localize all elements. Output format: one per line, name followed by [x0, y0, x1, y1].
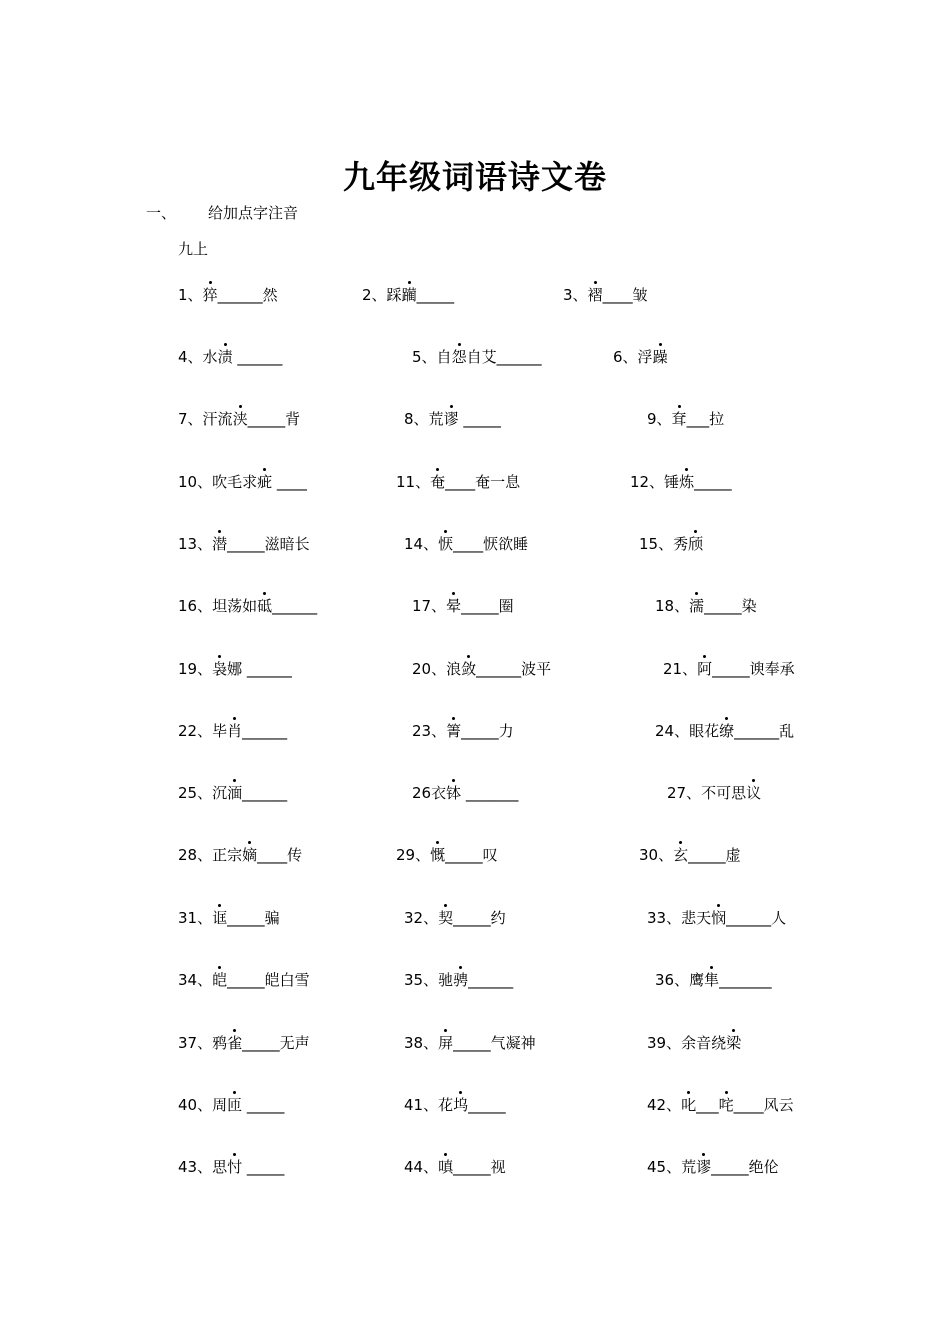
word-text: 余音绕	[681, 1034, 727, 1052]
item-number: 39、	[647, 1034, 682, 1052]
dotted-character: 梁	[726, 1034, 742, 1052]
question-item	[178, 907, 280, 929]
dotted-character: 玄	[673, 846, 689, 864]
item-number: 30、	[639, 846, 674, 864]
answer-blank: ___	[696, 1096, 719, 1114]
question-item	[412, 346, 542, 368]
dotted-character: 濡	[689, 597, 705, 615]
question-item	[404, 408, 501, 430]
answer-blank: ______	[726, 909, 772, 927]
page-title: 九年级词语诗文卷	[342, 158, 607, 196]
question-item	[647, 907, 786, 929]
word-text: 花	[438, 1096, 454, 1114]
item-number: 20、	[412, 660, 447, 678]
answer-blank: _____	[242, 1034, 280, 1052]
answer-blank: _____	[704, 597, 742, 615]
dotted-character: 钵	[446, 784, 462, 802]
answer-blank: ______	[246, 660, 292, 678]
question-item	[412, 658, 551, 680]
dotted-character: 嫡	[242, 846, 258, 864]
dotted-character: 褶	[587, 286, 603, 304]
question-item	[404, 533, 528, 555]
item-number: 19、	[178, 660, 213, 678]
word-text: 奄一息	[475, 473, 521, 491]
word-text: 绝伦	[748, 1158, 779, 1176]
item-number: 32、	[404, 909, 439, 927]
question-item	[178, 284, 278, 306]
word-text: 无声	[279, 1034, 310, 1052]
word-text: 虚	[725, 846, 741, 864]
dotted-character: 耷	[671, 410, 687, 428]
item-number: 6、	[613, 348, 638, 366]
word-text: 皑白雪	[264, 971, 310, 989]
word-text: 娜	[227, 660, 247, 678]
item-number: 16、	[178, 597, 213, 615]
question-item	[655, 720, 794, 742]
item-number: 37、	[178, 1034, 213, 1052]
question-item	[404, 907, 506, 929]
dotted-character: 猝	[202, 286, 218, 304]
dotted-character: 颀	[688, 535, 704, 553]
question-item	[404, 1032, 536, 1054]
answer-blank: ______	[468, 971, 514, 989]
word-text: 坦荡如	[212, 597, 258, 615]
question-item	[404, 1094, 506, 1116]
item-number: 7、	[178, 410, 203, 428]
word-text: 叹	[482, 846, 498, 864]
question-item	[412, 720, 514, 742]
subsection-label: 九上	[178, 240, 209, 258]
item-number: 10、	[178, 473, 213, 491]
item-number: 24、	[655, 722, 690, 740]
answer-blank: _______	[465, 784, 519, 802]
item-number: 18、	[655, 597, 690, 615]
word-text: 思	[212, 1158, 228, 1176]
word-text: 视	[490, 1158, 506, 1176]
answer-blank: ____	[733, 1096, 764, 1114]
item-number: 4、	[178, 348, 203, 366]
answer-blank: _____	[688, 846, 726, 864]
word-text: 眼花	[689, 722, 720, 740]
word-text: 驰	[438, 971, 454, 989]
item-number: 13、	[178, 535, 213, 553]
dotted-character: 阿	[697, 660, 713, 678]
word-text: 踩	[386, 286, 402, 304]
item-number: 12、	[630, 473, 665, 491]
dotted-character: 骋	[453, 971, 469, 989]
dotted-character: 谬	[443, 410, 459, 428]
question-item	[178, 346, 282, 368]
answer-blank: ___	[686, 410, 710, 428]
dotted-character: 怨	[451, 348, 467, 366]
item-number: 28、	[178, 846, 213, 864]
answer-blank: ____	[602, 286, 633, 304]
word-text: 圈	[498, 597, 514, 615]
dotted-character: 匝	[227, 1096, 243, 1114]
question-item	[655, 969, 772, 991]
section-label: 给加点字注音	[208, 204, 299, 222]
item-number: 34、	[178, 971, 213, 989]
question-item	[667, 782, 761, 804]
dotted-character: 隼	[704, 971, 720, 989]
answer-blank: ______	[272, 597, 318, 615]
item-number: 23、	[412, 722, 447, 740]
section-heading	[146, 202, 298, 224]
word-text: 鹰	[689, 971, 705, 989]
dotted-character: 诓	[212, 909, 228, 927]
section-number: 一、	[146, 204, 177, 222]
word-text: 背	[285, 410, 301, 428]
question-item	[412, 595, 514, 617]
item-number: 22、	[178, 722, 213, 740]
item-number: 14、	[404, 535, 439, 553]
answer-blank: _____	[453, 909, 491, 927]
item-number: 8、	[404, 410, 429, 428]
answer-blank: _____	[461, 722, 499, 740]
item-number: 5、	[412, 348, 437, 366]
word-text: 汗流	[202, 410, 233, 428]
item-number: 45、	[647, 1158, 682, 1176]
question-item	[178, 595, 317, 617]
question-item	[655, 595, 757, 617]
question-item	[178, 533, 310, 555]
question-item	[412, 782, 518, 804]
question-item	[639, 844, 741, 866]
word-text: 沉	[212, 784, 228, 802]
dotted-character: 躏	[401, 286, 417, 304]
word-text: 悲天	[681, 909, 712, 927]
item-number: 27、	[667, 784, 702, 802]
item-number: 43、	[178, 1158, 213, 1176]
word-text: 秀	[673, 535, 689, 553]
question-item	[630, 471, 732, 493]
word-text: 约	[490, 909, 506, 927]
question-item	[178, 1094, 284, 1116]
question-item	[178, 471, 307, 493]
question-item	[404, 969, 513, 991]
question-item	[396, 471, 520, 493]
dotted-character: 咤	[718, 1096, 734, 1114]
item-number: 35、	[404, 971, 439, 989]
dotted-character: 疵	[257, 473, 273, 491]
word-text: 自艾	[466, 348, 497, 366]
dotted-character: 箐	[446, 722, 462, 740]
question-item	[178, 408, 300, 430]
word-text: 浪	[446, 660, 462, 678]
dotted-character: 躁	[652, 348, 668, 366]
question-item	[647, 1094, 794, 1116]
item-number: 3、	[563, 286, 588, 304]
word-text: 浮	[637, 348, 653, 366]
dotted-character: 谬	[696, 1158, 712, 1176]
word-text: 水	[202, 348, 218, 366]
answer-blank: _____	[463, 410, 501, 428]
answer-blank: _____	[227, 535, 265, 553]
dotted-character: 奄	[430, 473, 446, 491]
word-text: 恹欲睡	[483, 535, 529, 553]
word-text: 正宗	[212, 846, 243, 864]
word-text: 毕	[212, 722, 228, 740]
item-number: 44、	[404, 1158, 439, 1176]
question-item	[647, 408, 724, 430]
word-text: 乱	[779, 722, 795, 740]
answer-blank: _____	[227, 971, 265, 989]
dotted-character: 叱	[681, 1096, 697, 1114]
question-item	[663, 658, 795, 680]
item-number: 21、	[663, 660, 698, 678]
item-number: 42、	[647, 1096, 682, 1114]
answer-blank: _____	[227, 909, 265, 927]
question-item	[563, 284, 648, 306]
dotted-character: 议	[746, 784, 762, 802]
dotted-character: 袅	[212, 660, 228, 678]
dotted-character: 敛	[461, 660, 477, 678]
dotted-character: 恹	[438, 535, 454, 553]
dotted-character: 潜	[212, 535, 228, 553]
answer-blank: _____	[247, 410, 286, 428]
answer-blank: ______	[496, 348, 542, 366]
question-item	[362, 284, 454, 306]
answer-blank: _____	[246, 1096, 285, 1114]
word-text: 荒	[681, 1158, 697, 1176]
word-text: 衣	[431, 784, 447, 802]
question-item	[647, 1032, 741, 1054]
dotted-character: 晕	[446, 597, 462, 615]
item-number: 25、	[178, 784, 213, 802]
dotted-character: 炼	[679, 473, 695, 491]
dotted-character: 屏	[438, 1034, 454, 1052]
item-number: 29、	[396, 846, 431, 864]
dotted-character: 坞	[453, 1096, 469, 1114]
question-item	[396, 844, 498, 866]
word-text: 传	[287, 846, 303, 864]
question-item	[178, 658, 292, 680]
dotted-character: 砥	[257, 597, 273, 615]
word-text: 谀奉承	[749, 660, 795, 678]
word-text: 染	[741, 597, 757, 615]
item-number: 40、	[178, 1096, 213, 1114]
answer-blank: ______	[242, 722, 288, 740]
answer-blank: ______	[476, 660, 522, 678]
word-text: 吹毛求	[212, 473, 258, 491]
word-text: 自	[436, 348, 452, 366]
item-number: 2、	[362, 286, 387, 304]
answer-blank: _____	[694, 473, 732, 491]
item-number: 33、	[647, 909, 682, 927]
dotted-character: 肖	[227, 722, 243, 740]
answer-blank: ______	[734, 722, 780, 740]
answer-blank: ______	[217, 286, 263, 304]
word-text: 骗	[264, 909, 280, 927]
dotted-character: 浃	[232, 410, 248, 428]
answer-blank: ______	[237, 348, 283, 366]
word-text: 鸦	[212, 1034, 228, 1052]
dotted-character: 渍	[217, 348, 233, 366]
question-item	[178, 720, 287, 742]
word-text: 滋暗长	[264, 535, 310, 553]
question-item	[178, 969, 310, 991]
answer-blank: ____	[276, 473, 307, 491]
item-number: 1、	[178, 286, 203, 304]
item-number: 15、	[639, 535, 674, 553]
dotted-character: 湎	[227, 784, 243, 802]
word-text: 皱	[632, 286, 648, 304]
answer-blank: ______	[242, 784, 288, 802]
word-text: 拉	[709, 410, 725, 428]
item-number: 38、	[404, 1034, 439, 1052]
word-text: 然	[262, 286, 278, 304]
dotted-character: 嗔	[438, 1158, 454, 1176]
answer-blank: ____	[453, 535, 484, 553]
dotted-character: 雀	[227, 1034, 243, 1052]
answer-blank: _____	[461, 597, 499, 615]
item-number: 41、	[404, 1096, 439, 1114]
dotted-character: 悯	[711, 909, 727, 927]
item-number: 11、	[396, 473, 431, 491]
answer-blank: _______	[719, 971, 772, 989]
question-item	[178, 1032, 310, 1054]
answer-blank: _____	[468, 1096, 506, 1114]
answer-blank: ____	[257, 846, 288, 864]
word-text: 锤	[664, 473, 680, 491]
word-text: 人	[771, 909, 787, 927]
answer-blank: ____	[445, 473, 476, 491]
answer-blank: _____	[711, 1158, 749, 1176]
dotted-character: 慨	[430, 846, 446, 864]
question-item	[178, 844, 302, 866]
question-item	[178, 1156, 284, 1178]
question-item	[404, 1156, 506, 1178]
question-item	[178, 782, 287, 804]
word-text: 周	[212, 1096, 228, 1114]
question-item	[613, 346, 668, 368]
answer-blank: _____	[246, 1158, 285, 1176]
answer-blank: _____	[416, 286, 455, 304]
item-number: 17、	[412, 597, 447, 615]
word-text: 荒	[428, 410, 444, 428]
dotted-character: 缭	[719, 722, 735, 740]
word-text: 气凝神	[490, 1034, 536, 1052]
word-text: 风云	[763, 1096, 794, 1114]
item-number: 9、	[647, 410, 672, 428]
answer-blank: _____	[453, 1034, 491, 1052]
question-item	[647, 1156, 779, 1178]
item-number: 31、	[178, 909, 213, 927]
answer-blank: _____	[445, 846, 483, 864]
answer-blank: _____	[712, 660, 750, 678]
answer-blank: _____	[453, 1158, 491, 1176]
word-text: 不可思	[701, 784, 747, 802]
item-number: 26	[412, 784, 432, 802]
word-text: 力	[498, 722, 514, 740]
word-text: 波平	[521, 660, 552, 678]
item-number: 36、	[655, 971, 690, 989]
dotted-character: 皑	[212, 971, 228, 989]
question-item	[639, 533, 703, 555]
dotted-character: 忖	[227, 1158, 243, 1176]
dotted-character: 契	[438, 909, 454, 927]
